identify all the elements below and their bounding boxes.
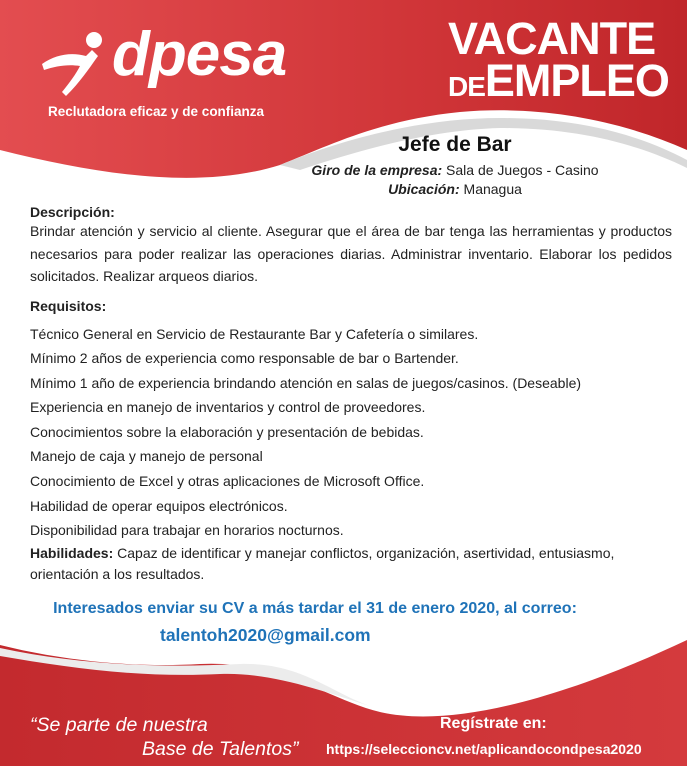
requirements-label: Requisitos: [30,297,107,314]
requirement-item: Mínimo 2 años de experiencia como responsable de bar o Bartender. [30,350,459,367]
requirement-item: Habilidad de operar equipos electrónicos. [30,497,288,514]
job-industry [290,161,620,180]
register-label: Regístrate en: [440,715,547,732]
tagline-line-2: Base de Talentos” [142,738,299,760]
requirement-item: Experiencia en manejo de inventarios y control de proveedores. [30,399,426,416]
banner-de-empleo [448,55,669,106]
register-url-link[interactable]: https://seleccioncv.net/aplicandocondpesa2020 [326,741,642,757]
description-text: Brindar atención y servicio al cliente. Asegurar que el área de bar tenga las herramientas y productos necesarios para poder realizar las operaciones diarias. Administrar inventario. Elaborar los pedidos solicitados. Realizar arqueos diarios. [30,223,672,284]
requirement-item: Técnico General en Servicio de Restaurante Bar y Cafetería o similares. [30,325,479,342]
requirement-item: Conocimiento de Excel y otras aplicaciones de Microsoft Office. [30,473,425,490]
tagline-line-1: “Se parte de nuestra [30,714,208,736]
requirements-list [30,322,672,543]
location-value: Managua [463,181,522,197]
banner-vacante: VACANTE [448,13,656,64]
industry-value: Sala de Juegos - Casino [446,162,599,178]
requirement-item: Manejo de caja y manejo de personal [30,448,263,465]
skills-text: Capaz de identificar y manejar conflictos, organización, asertividad, entusiasmo, orientación a los resultados. [30,544,615,582]
industry-label: Giro de la empresa: [311,162,443,178]
requirement-item: Mínimo 1 año de experiencia brindando atención en salas de juegos/casinos. (Deseable) [30,374,582,391]
contact-email-link[interactable]: talentoh2020@gmail.com [160,625,371,645]
job-title: Jefe de Bar [398,133,512,156]
logo-slogan: Reclutadora eficaz y de confianza [48,104,265,119]
logo-figure-icon [36,30,116,100]
requirement-item: Conocimientos sobre la elaboración y presentación de bebidas. [30,423,424,440]
skills-block [30,543,672,585]
location-label: Ubicación: [388,181,460,197]
job-header [290,133,620,199]
requirement-item: Disponibilidad para trabajar en horarios nocturnos. [30,522,344,539]
description-label: Descripción: [30,204,115,220]
banner-de: DE [448,71,485,102]
banner-empleo: EMPLEO [484,55,669,106]
logo-wordmark: dpesa [112,20,287,89]
skills-label: Habilidades: [30,544,114,561]
apply-instructions: Interesados enviar su CV a más tardar el 31 de enero 2020, al correo: [53,600,577,617]
job-location [290,180,620,199]
job-body [30,204,672,585]
